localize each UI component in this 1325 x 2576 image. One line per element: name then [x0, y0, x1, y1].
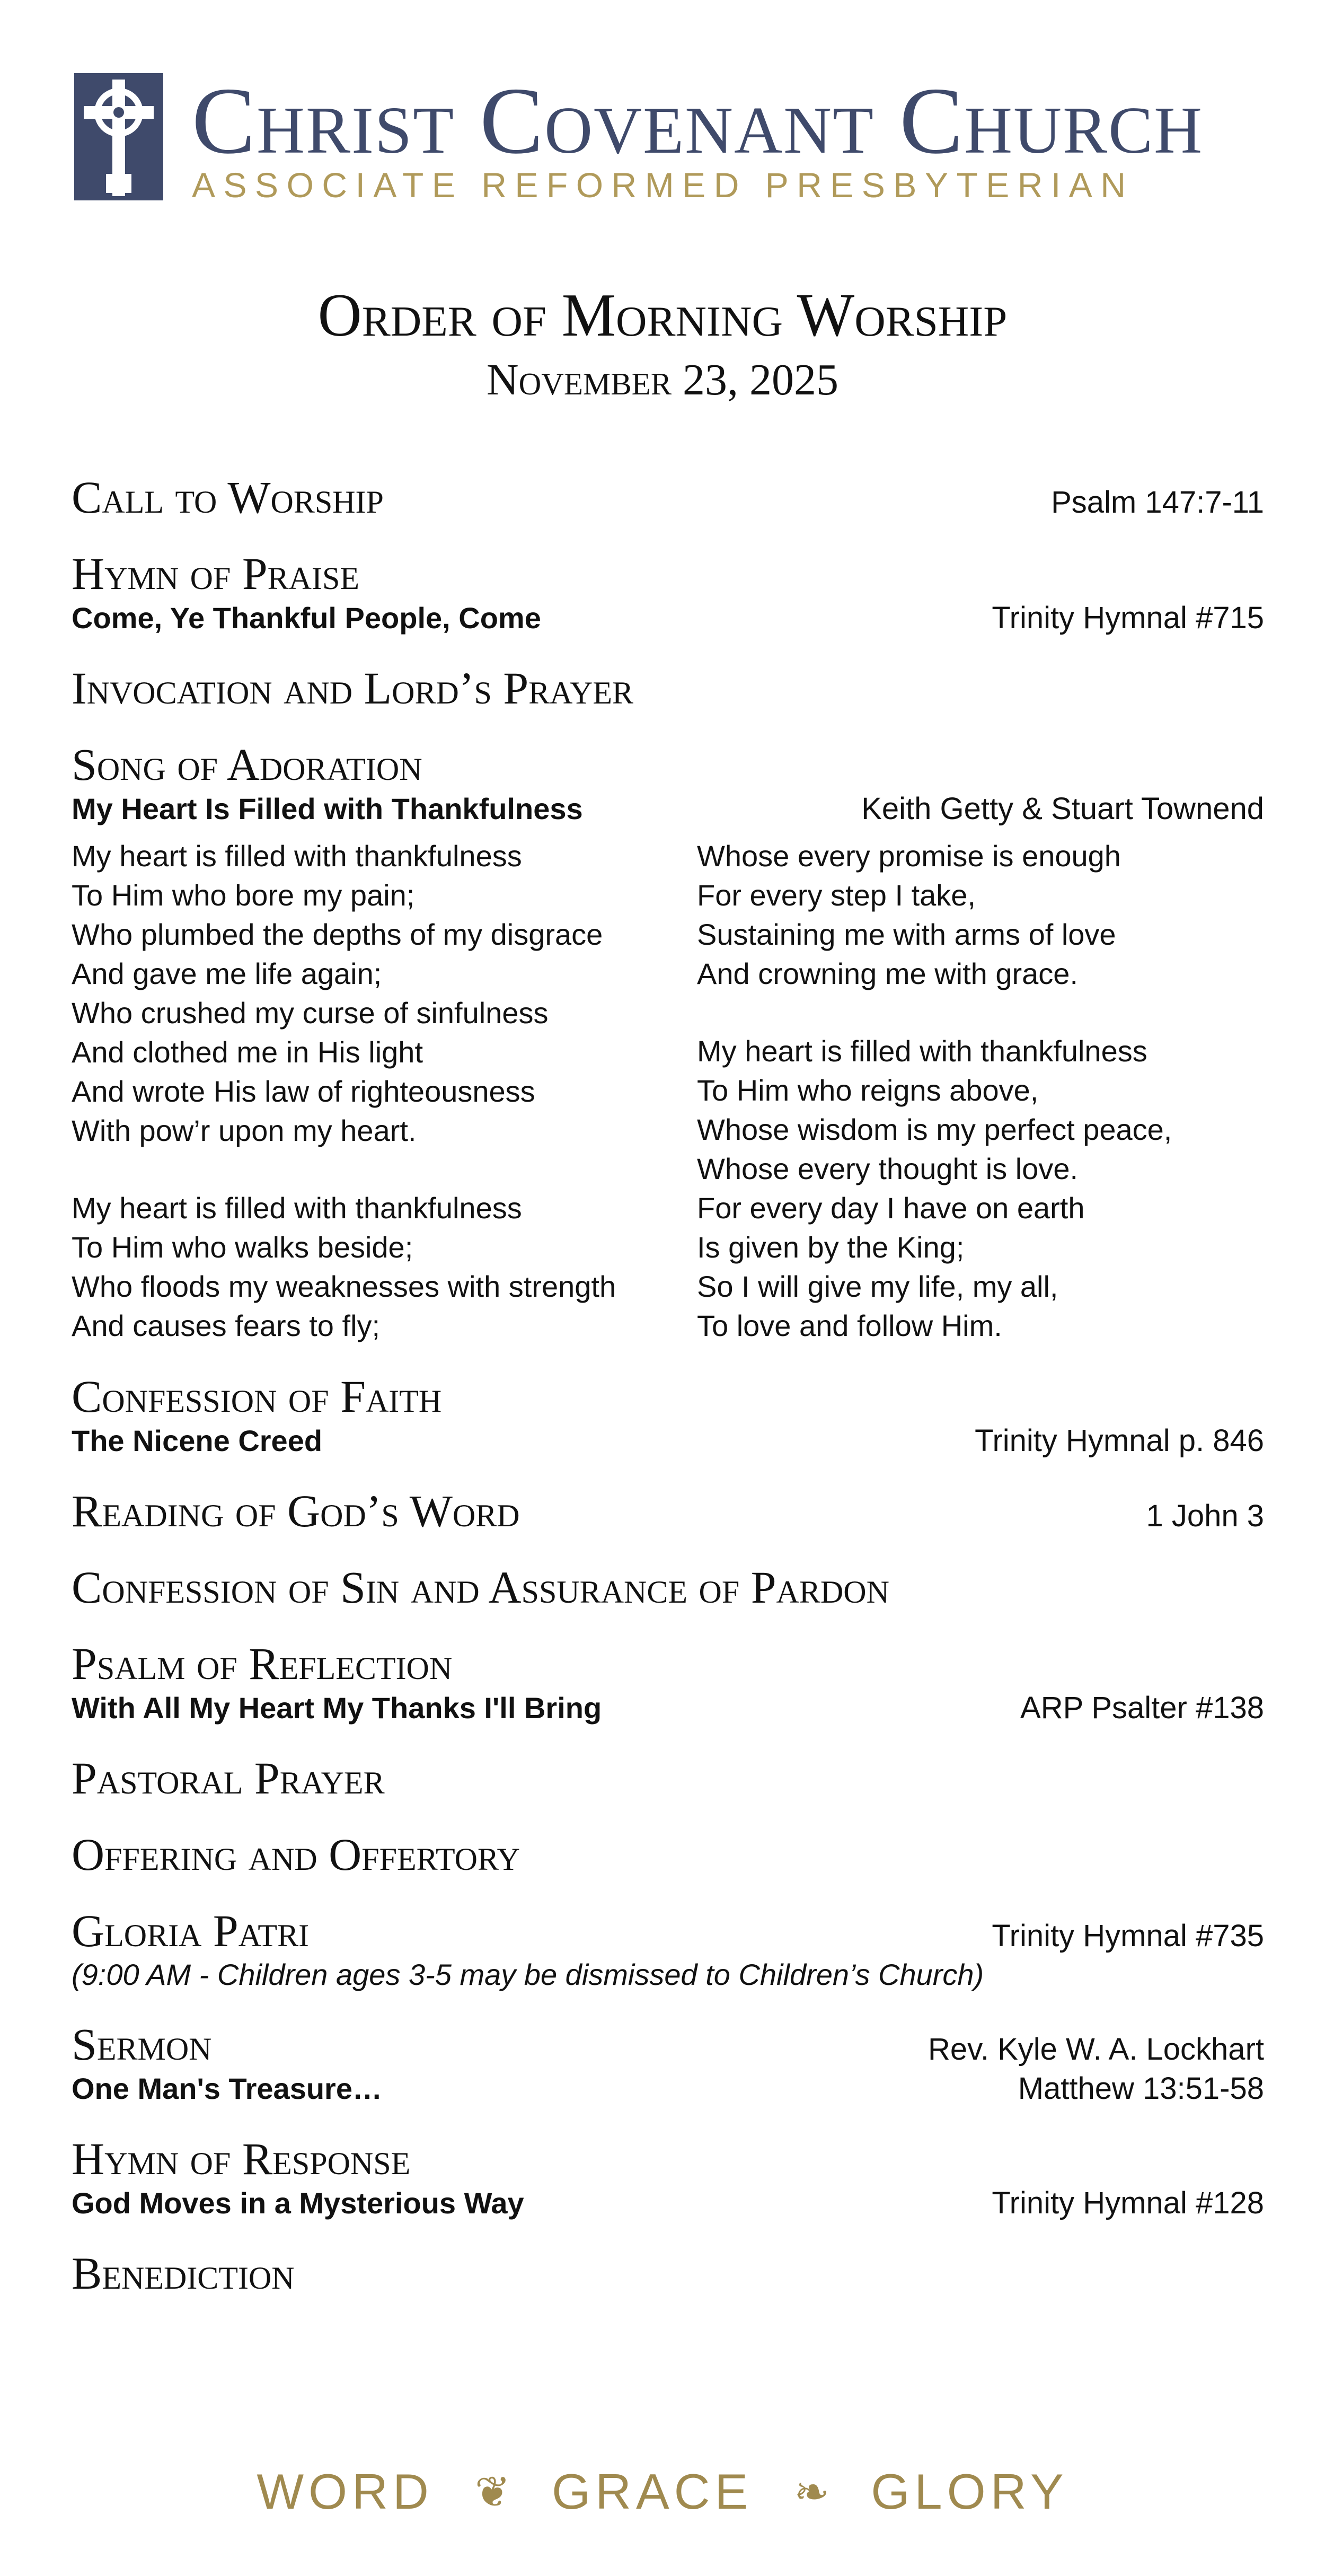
stanza: [697, 1032, 1264, 1346]
stanza: [72, 1189, 697, 1346]
confession-of-sin: [72, 1562, 1264, 1613]
psalm-of-reflection: [72, 1638, 1264, 1727]
lyric-line: Who floods my weaknesses with strength: [72, 1270, 616, 1303]
lyric-line: To Him who walks beside;: [72, 1230, 413, 1264]
section-heading: Call to Worship: [72, 472, 384, 523]
service-date: November 23, 2025: [486, 355, 839, 405]
church-name: Christ Covenant Church: [192, 68, 1204, 173]
lyric-line: So I will give my life, my all,: [697, 1270, 1058, 1303]
lyric-line: Whose every promise is enough: [697, 839, 1121, 873]
hymnal-reference: Trinity Hymnal #735: [992, 1919, 1264, 1953]
psalm-title: With All My Heart My Thanks I'll Bring: [72, 1691, 602, 1725]
childrens-church-note: (9:00 AM - Children ages 3-5 may be dismissed to Children’s Church): [72, 1958, 984, 1991]
lyric-line: Who plumbed the depths of my disgrace: [72, 918, 603, 951]
hymnal-reference: Trinity Hymnal #715: [992, 601, 1264, 635]
lyric-line: Sustaining me with arms of love: [697, 918, 1116, 951]
lyric-line: Whose every thought is love.: [697, 1152, 1079, 1185]
church-denomination: ASSOCIATE REFORMED PRESBYTERIAN: [192, 165, 1134, 205]
section-heading: Pastoral Prayer: [72, 1753, 385, 1804]
invocation: [72, 663, 1264, 714]
hymn-of-response: [72, 2133, 1264, 2222]
scroll-flourish-icon: ❦: [474, 2467, 510, 2517]
lyric-line: And gave me life again;: [72, 957, 382, 990]
scripture-reference: 1 John 3: [1146, 1499, 1264, 1533]
lyric-line: With pow’r upon my heart.: [72, 1114, 417, 1147]
scripture-reference: Matthew 13:51-58: [1018, 2071, 1264, 2106]
section-heading: Offering and Offertory: [72, 1829, 520, 1880]
section-heading: Sermon: [72, 2019, 212, 2070]
stanza: [72, 837, 697, 1150]
song-of-adoration: [72, 739, 1264, 1346]
reading-of-gods-word: [72, 1485, 1264, 1536]
logo-graphic: [74, 73, 163, 200]
lyric-line: My heart is filled with thankfulness: [697, 1034, 1147, 1068]
footer-motto: [0, 2465, 1325, 2518]
lyric-line: And wrote His law of righteousness: [72, 1075, 535, 1108]
lyric-line: My heart is filled with thankfulness: [72, 839, 522, 873]
section-heading: Hymn of Response: [72, 2133, 411, 2184]
lyric-line: Is given by the King;: [697, 1230, 965, 1264]
section-heading: Benediction: [72, 2248, 295, 2299]
stanza: [697, 837, 1264, 994]
section-heading: Invocation and Lord’s Prayer: [72, 663, 633, 714]
lyric-line: Who crushed my curse of sinfulness: [72, 996, 549, 1030]
sermon: [72, 2019, 1264, 2108]
hymn-of-praise: [72, 548, 1264, 637]
creed-title: The Nicene Creed: [72, 1424, 323, 1457]
lyrics-right-column: [697, 837, 1264, 1346]
psalter-reference: ARP Psalter #138: [1020, 1691, 1264, 1725]
lyric-line: My heart is filled with thankfulness: [72, 1191, 522, 1225]
preacher-name: Rev. Kyle W. A. Lockhart: [928, 2032, 1264, 2067]
hymnal-reference: Trinity Hymnal p. 846: [975, 1423, 1264, 1458]
offering: [72, 1829, 1264, 1880]
lyric-line: For every step I take,: [697, 878, 976, 912]
lyric-line: And causes fears to fly;: [72, 1309, 381, 1342]
sermon-title: One Man's Treasure…: [72, 2072, 382, 2105]
hymn-title: Come, Ye Thankful People, Come: [72, 601, 541, 635]
lyrics-left-column: [72, 837, 697, 1346]
motto-word: WORD: [257, 2464, 434, 2519]
pastoral-prayer: [72, 1753, 1264, 1804]
confession-of-faith: [72, 1371, 1264, 1460]
lyric-line: To love and follow Him.: [697, 1309, 1002, 1342]
lyric-line: To Him who reigns above,: [697, 1074, 1039, 1107]
section-heading: Song of Adoration: [72, 739, 422, 790]
hymn-title: God Moves in a Mysterious Way: [72, 2186, 524, 2220]
page-title: Order of Morning Worship: [317, 282, 1008, 349]
song-lyrics: [72, 837, 1264, 1346]
section-heading: Gloria Patri: [72, 1905, 310, 1956]
song-title: My Heart Is Filled with Thankfulness: [72, 792, 583, 825]
motto-word: GRACE: [551, 2464, 753, 2519]
celtic-cross-icon: [74, 73, 163, 200]
motto-word: GLORY: [871, 2464, 1068, 2519]
section-heading: Psalm of Reflection: [72, 1638, 453, 1689]
section-heading: Confession of Faith: [72, 1371, 442, 1422]
church-header: [74, 68, 1261, 206]
lyric-line: Whose wisdom is my perfect peace,: [697, 1113, 1172, 1146]
benediction: [72, 2248, 1264, 2299]
hymnal-reference: Trinity Hymnal #128: [992, 2186, 1264, 2220]
title-block: [0, 284, 1325, 407]
lyric-line: And clothed me in His light: [72, 1035, 423, 1069]
scripture-reference: Psalm 147:7-11: [1051, 485, 1264, 520]
call-to-worship: [72, 472, 1264, 523]
gloria-patri: [72, 1905, 1264, 1993]
order-of-service: [72, 472, 1264, 2324]
lyric-line: And crowning me with grace.: [697, 957, 1079, 990]
song-authors: Keith Getty & Stuart Townend: [861, 792, 1264, 826]
scroll-flourish-icon: ❧: [794, 2467, 830, 2517]
section-heading: Hymn of Praise: [72, 548, 359, 599]
lyric-line: For every day I have on earth: [697, 1191, 1085, 1225]
section-heading: Reading of God’s Word: [72, 1485, 520, 1536]
lyric-line: To Him who bore my pain;: [72, 878, 415, 912]
section-heading: Confession of Sin and Assurance of Pardon: [72, 1562, 889, 1613]
